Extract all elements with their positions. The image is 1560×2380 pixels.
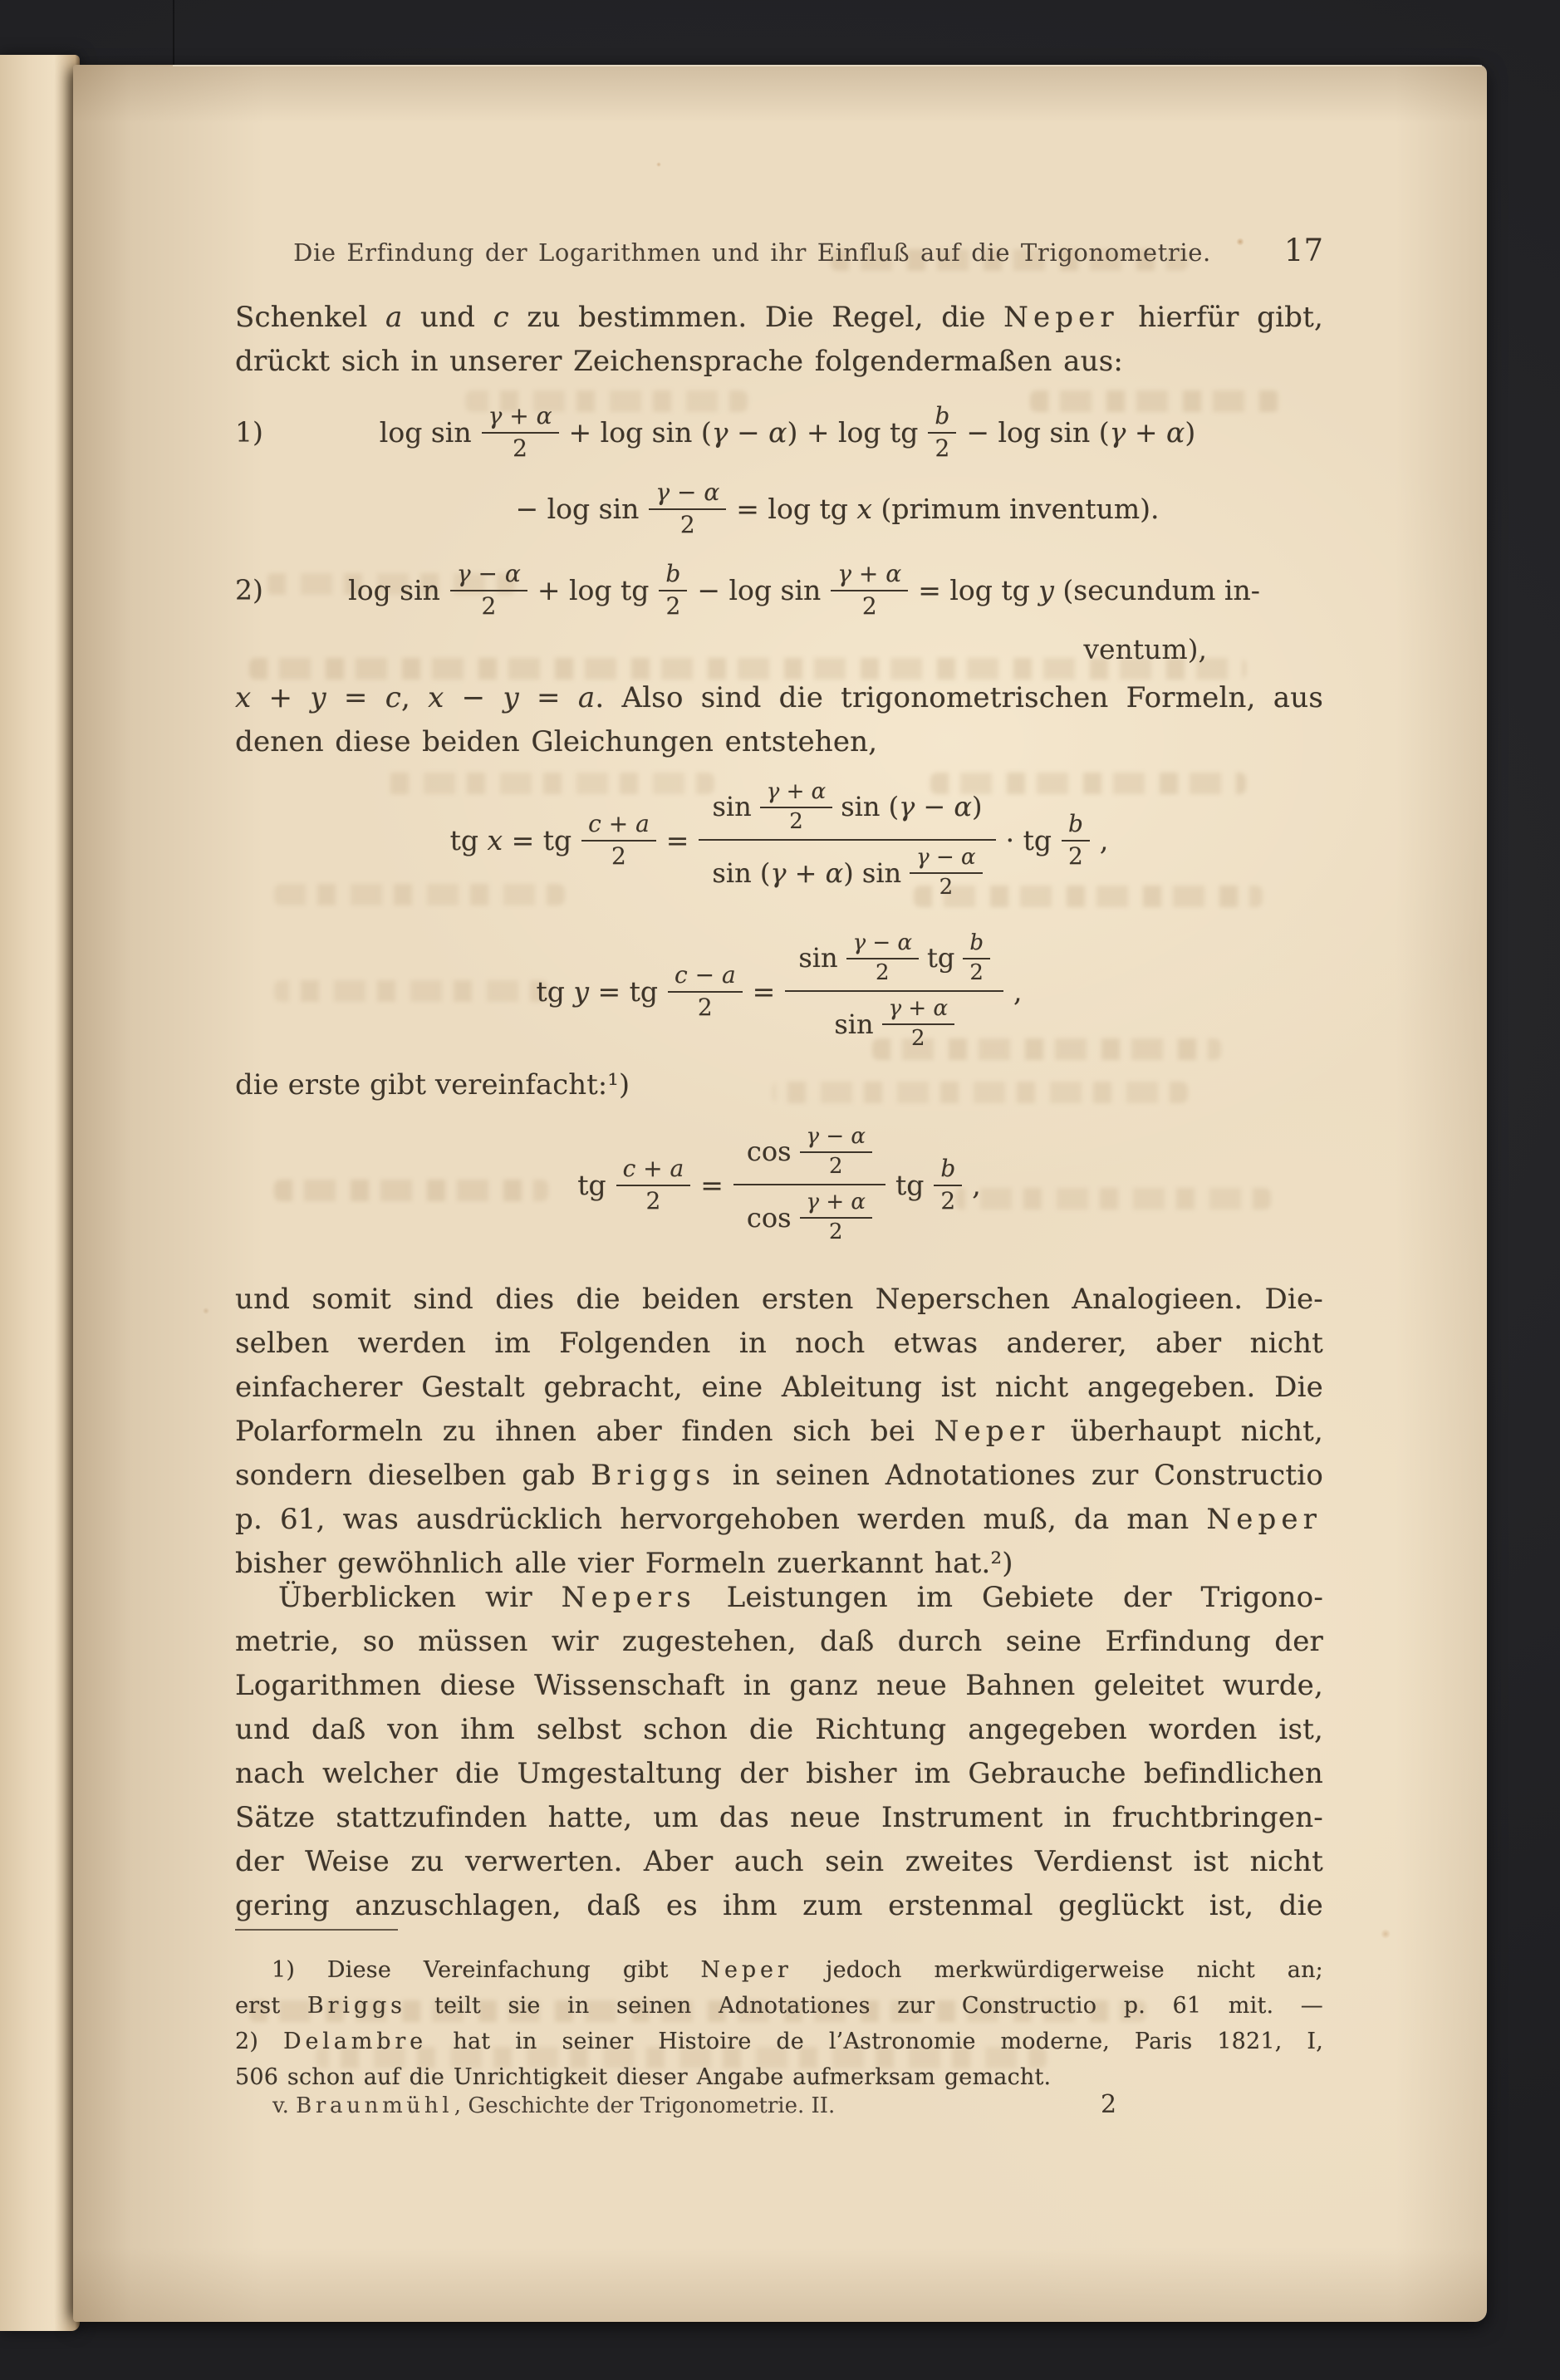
- formula-tg-x: [235, 769, 1323, 910]
- text-line: 506 schon auf die Unrichtigkeit dieser Angabe aufmerksam gemacht.: [235, 2064, 1052, 2090]
- formula-1-expression: [380, 403, 1195, 461]
- formula-token: $\frac{\gamma + \alpha}{2}$: [482, 403, 559, 461]
- formula-1-row-1: [235, 389, 1323, 475]
- formula-token: $\frac{\gamma + \alpha}{2}$: [882, 997, 954, 1051]
- text-line: und daß von ihm selbst schon die Richtung angegeben worden ist,: [235, 1713, 1323, 1746]
- formula-tg-x-expression: [450, 778, 1109, 902]
- formula-token: log sin: [348, 573, 440, 606]
- formula-token: cos: [746, 1136, 792, 1168]
- body-paragraph-3: [235, 1278, 1323, 1586]
- formula-token: tg: [927, 942, 955, 974]
- formula-2-row: [235, 548, 1323, 631]
- formula-token: tg x = tg: [449, 823, 572, 856]
- formula-token: + log tg: [537, 573, 650, 606]
- formula-token: $\frac{b}{2}$: [1062, 811, 1090, 869]
- formula-token: [785, 930, 1003, 1053]
- formula-token: =: [665, 823, 689, 856]
- formula-2-expression: [348, 561, 1260, 619]
- book-page: [73, 65, 1487, 2322]
- body-paragraph-1: [235, 296, 1323, 384]
- text-line: bisher gewöhnlich alle vier Formeln zuerkannt hat.²): [235, 1547, 1013, 1580]
- underlying-page-fore-edge: [0, 55, 80, 2331]
- formula-token: sin: [712, 791, 752, 823]
- text-line: Schenkel a und c zu bestimmen. Die Regel, die Neper hierfür gibt,: [235, 301, 1323, 334]
- formula-tg-y-expression: [536, 930, 1022, 1053]
- formula-token: $\frac{\gamma - \alpha}{2}$: [450, 561, 527, 619]
- formula-token: = log tg x (primum inventum).: [736, 492, 1160, 525]
- formula-token: ,: [972, 1168, 981, 1201]
- formula-token: tg y = tg: [536, 974, 659, 1008]
- formula-token: cos: [746, 1201, 792, 1234]
- text-line: Überblicken wir Nepers Leistungen im Gebiete der Trigono-: [278, 1581, 1324, 1614]
- formula-token: − log sin: [515, 492, 640, 525]
- formula-token: [699, 778, 995, 902]
- formula-token: sin: [834, 1008, 874, 1040]
- body-paragraph-2: [235, 676, 1323, 764]
- formula-token: $\frac{c + a}{2}$: [581, 811, 656, 869]
- formula-token: =: [700, 1168, 724, 1201]
- formula-token: $\frac{b}{2}$: [963, 931, 990, 985]
- text-line: Logarithmen diese Wissenschaft in ganz neue Bahnen geleitet wurde,: [235, 1669, 1323, 1702]
- formula-token: $\frac{c - a}{2}$: [668, 962, 743, 1020]
- formula-token: = log tg y (secundum in-: [918, 573, 1260, 606]
- formula-simplified-expression: [577, 1123, 981, 1247]
- text-line: gering anzuschlagen, daß es ihm zum erstenmal geglückt ist, die: [235, 1889, 1323, 1922]
- formula-token: − log sin: [697, 573, 822, 606]
- text-line: metrie, so müssen wir zugestehen, daß durch seine Erfindung der: [235, 1625, 1323, 1658]
- text-line: nach welcher die Umgestaltung der bisher im Gebrauche befindlichen: [235, 1757, 1323, 1790]
- text-line: p. 61, was ausdrücklich hervorgehoben werden muß, da man Neper: [235, 1503, 1322, 1536]
- text-line: selben werden im Folgenden in noch etwas anderer, aber nicht: [235, 1327, 1323, 1360]
- formula-token: [733, 1123, 885, 1247]
- formula-token: sin (γ − α): [841, 791, 983, 823]
- footnotes-block: [235, 1952, 1323, 2095]
- header-page-number: 17: [1283, 233, 1323, 268]
- formula-token: $\frac{\gamma + \alpha}{2}$: [760, 780, 832, 834]
- formula-token: ,: [1013, 974, 1023, 1008]
- text-line: Sätze stattzufinden hatte, um das neue Instrument in fruchtbringen-: [235, 1801, 1323, 1834]
- formula-1-label: 1): [235, 415, 263, 449]
- formula-token: $\frac{\gamma + \alpha}{2}$: [800, 1190, 872, 1244]
- formula-token: =: [752, 974, 776, 1008]
- formula-1-row-2: [235, 469, 1323, 548]
- formula-2-carry-word: ventum),: [1083, 633, 1207, 665]
- text-line: erst Briggs teilt sie in seinen Adnotationes zur Constructio p. 61 mit. —: [235, 1993, 1323, 2019]
- formula-tg-y: [235, 925, 1323, 1057]
- text-line: x + y = c, x − y = a. Also sind die trigonometrischen Formeln, aus: [235, 681, 1323, 714]
- formula-1-continuation: [515, 479, 1159, 537]
- text-line: denen diese beiden Gleichungen entstehen,: [235, 725, 878, 758]
- text-line: und somit sind dies die beiden ersten Neperschen Analogieen. Die-: [235, 1283, 1323, 1316]
- page-header: [235, 233, 1323, 268]
- formula-token: $\frac{b}{2}$: [934, 1156, 962, 1214]
- formula-token: $\frac{\gamma - \alpha}{2}$: [910, 846, 982, 900]
- footnote-divider-rule: [235, 1929, 398, 1931]
- scanner-backing-seam: [173, 0, 174, 66]
- formula-token: · tg: [1005, 823, 1052, 856]
- text-line: 2) Delambre hat in seiner Histoire de l’Astronomie moderne, Paris 1821, I,: [235, 2029, 1323, 2054]
- formula-token: $\frac{\gamma - \alpha}{2}$: [846, 931, 919, 985]
- running-head-title: Die Erfindung der Logarithmen und ihr Einfluß auf die Trigonometrie.: [293, 238, 1211, 267]
- footer-sheet-number: 2: [1101, 2090, 1117, 2119]
- formula-token: $\frac{b}{2}$: [928, 403, 956, 461]
- text-line: 1) Diese Vereinfachung gibt Neper jedoch merkwürdigerweise nicht an;: [272, 1957, 1323, 1983]
- formula-token: sin (γ + α) sin: [712, 856, 902, 889]
- formula-token: log sin: [379, 415, 472, 449]
- formula-token: $\frac{\gamma - \alpha}{2}$: [800, 1125, 872, 1179]
- body-paragraph-4: [235, 1576, 1323, 1928]
- formula-token: + log sin (γ − α) + log tg: [568, 415, 919, 449]
- formula-2-label: 2): [235, 573, 263, 606]
- text-line: einfacherer Gestalt gebracht, eine Ableitung ist nicht angegeben. Die: [235, 1371, 1323, 1404]
- text-line: der Weise zu verwerten. Aber auch sein zweites Verdienst ist nicht: [235, 1845, 1323, 1878]
- text-line: sondern dieselben gab Briggs in seinen Adnotationes zur Constructio: [235, 1459, 1323, 1492]
- formula-token: sin: [798, 942, 838, 974]
- formula-token: tg: [577, 1168, 606, 1201]
- formula-token: $\frac{b}{2}$: [659, 561, 687, 619]
- formula-token: $\frac{c + a}{2}$: [616, 1156, 691, 1214]
- formula-simplified: [235, 1121, 1323, 1248]
- formula-token: tg: [895, 1168, 925, 1201]
- formula-token: $\frac{\gamma + \alpha}{2}$: [831, 561, 908, 619]
- footer-signature: v. Braunmühl, Geschichte der Trigonometrie. II.: [272, 2093, 836, 2118]
- formula-token: $\frac{\gamma - \alpha}{2}$: [649, 479, 726, 537]
- formula-token: − log sin (γ + α): [966, 415, 1196, 449]
- lead-in-line: die erste gibt vereinfacht:¹): [235, 1068, 630, 1102]
- formula-token: ,: [1099, 823, 1109, 856]
- text-line: drückt sich in unserer Zeichensprache folgendermaßen aus:: [235, 345, 1124, 378]
- text-line: Polarformeln zu ihnen aber finden sich bei Neper überhaupt nicht,: [235, 1415, 1323, 1448]
